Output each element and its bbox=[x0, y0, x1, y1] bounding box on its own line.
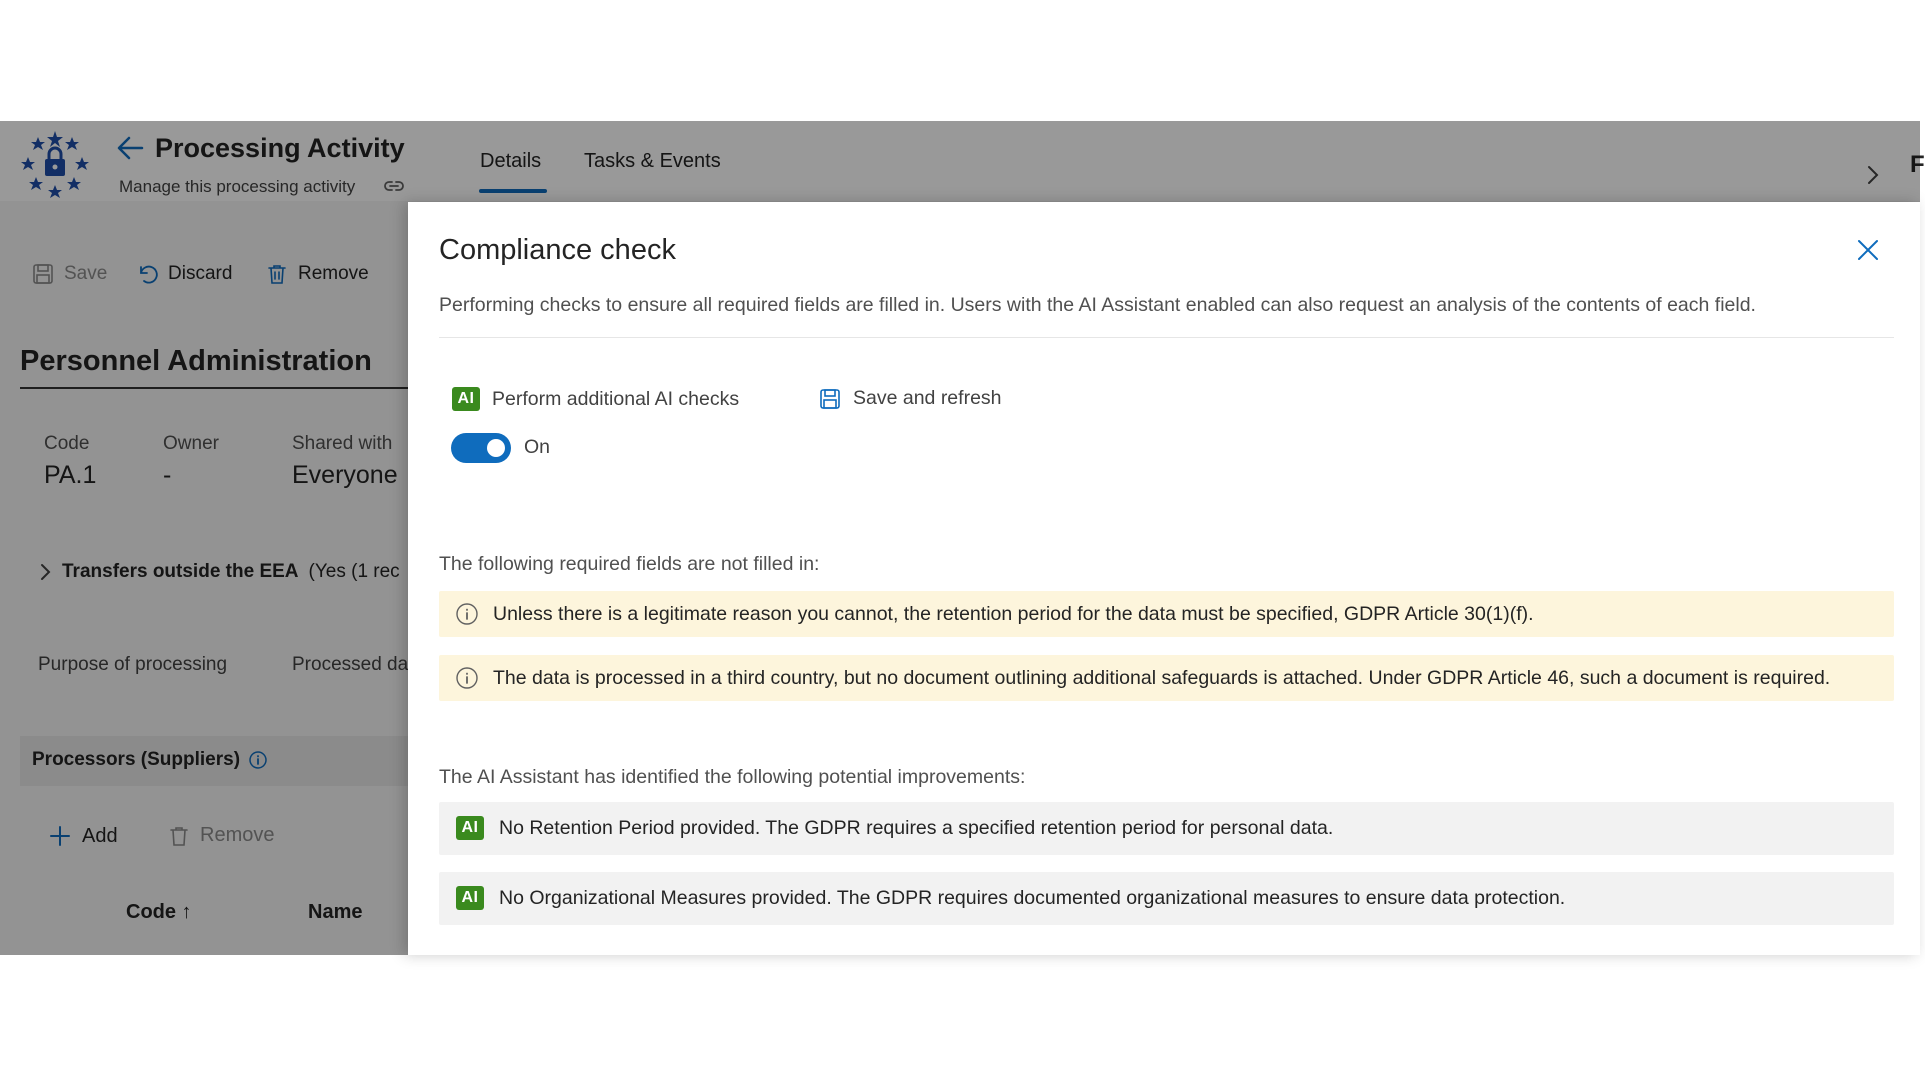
remove-label: Remove bbox=[200, 824, 275, 846]
code-value: PA.1 bbox=[44, 461, 97, 489]
floppy-disk-icon bbox=[819, 388, 841, 410]
owner-label: Owner bbox=[163, 433, 219, 454]
ai-suggestion bbox=[439, 802, 1894, 855]
page-title: Processing Activity bbox=[155, 133, 405, 163]
info-icon bbox=[455, 602, 479, 626]
column-header-name[interactable]: Name bbox=[308, 901, 363, 923]
suggestion-text: No Retention Period provided. The GDPR requires a specified retention period for personal data. bbox=[499, 817, 1334, 839]
ai-badge-icon: AI bbox=[456, 886, 484, 910]
remove-label: Remove bbox=[298, 263, 369, 284]
panel-title: Compliance check bbox=[439, 234, 676, 266]
ai-suggestion bbox=[439, 872, 1894, 925]
close-icon[interactable] bbox=[1855, 237, 1881, 263]
record-title: Personnel Administration bbox=[20, 345, 372, 377]
warning-text: Unless there is a legitimate reason you cannot, the retention period for the data must be specified, GDPR Article 30(1)(f). bbox=[493, 603, 1534, 625]
perform-ai-checks-button[interactable] bbox=[452, 387, 739, 411]
owner-value: - bbox=[163, 461, 172, 489]
page-subtitle: Manage this processing activity bbox=[119, 177, 356, 196]
discard-label: Discard bbox=[168, 263, 233, 284]
suggestion-text: No Organizational Measures provided. The GDPR requires documented organizational measures to ensure data protection. bbox=[499, 887, 1566, 909]
purpose-of-processing-label: Purpose of processing bbox=[38, 654, 228, 675]
processed-data-label: Processed da bbox=[292, 654, 409, 675]
ai-badge-icon: AI bbox=[456, 816, 484, 840]
processors-label: Processors (Suppliers) bbox=[32, 749, 241, 770]
ai-check-label: Perform additional AI checks bbox=[492, 387, 740, 410]
save-refresh-label: Save and refresh bbox=[853, 387, 1002, 409]
transfers-value: (Yes (1 rec bbox=[308, 561, 400, 582]
toggle-label: On bbox=[524, 436, 551, 458]
warning-message bbox=[439, 655, 1894, 701]
compliance-check-panel bbox=[408, 202, 1920, 955]
panel-description: Performing checks to ensure all required fields are filled in. Users with the AI Assistant enabled can also request an analysis of the contents of each field. bbox=[439, 294, 1756, 316]
toggle-knob bbox=[487, 439, 505, 457]
ai-badge-icon: AI bbox=[452, 387, 480, 411]
tab-tasks-events[interactable]: Tasks & Events bbox=[584, 150, 721, 172]
shared-with-label: Shared with bbox=[292, 433, 393, 454]
transfers-label: Transfers outside the EEA bbox=[62, 561, 299, 582]
warning-text: The data is processed in a third country, but no document outlining additional safeguards is attached. Under GDPR Article 46, such a document is required. bbox=[493, 667, 1831, 689]
warning-message bbox=[439, 591, 1894, 637]
add-label: Add bbox=[82, 824, 118, 847]
shared-with-value: Everyone bbox=[292, 461, 398, 489]
missing-fields-heading: The following required fields are not filled in: bbox=[439, 553, 820, 575]
ai-checks-toggle[interactable] bbox=[451, 433, 511, 463]
save-label: Save bbox=[64, 263, 108, 284]
ai-improvements-heading: The AI Assistant has identified the following potential improvements: bbox=[439, 766, 1026, 788]
panel-divider bbox=[439, 337, 1894, 338]
tab-details[interactable]: Details bbox=[480, 150, 542, 172]
save-and-refresh-button[interactable] bbox=[819, 387, 1002, 410]
code-label: Code bbox=[44, 433, 90, 454]
info-icon bbox=[455, 666, 479, 690]
column-header-code[interactable]: Code ↑ bbox=[126, 901, 192, 923]
header-cut-text: F bbox=[1910, 151, 1925, 178]
app-window bbox=[0, 121, 1925, 955]
